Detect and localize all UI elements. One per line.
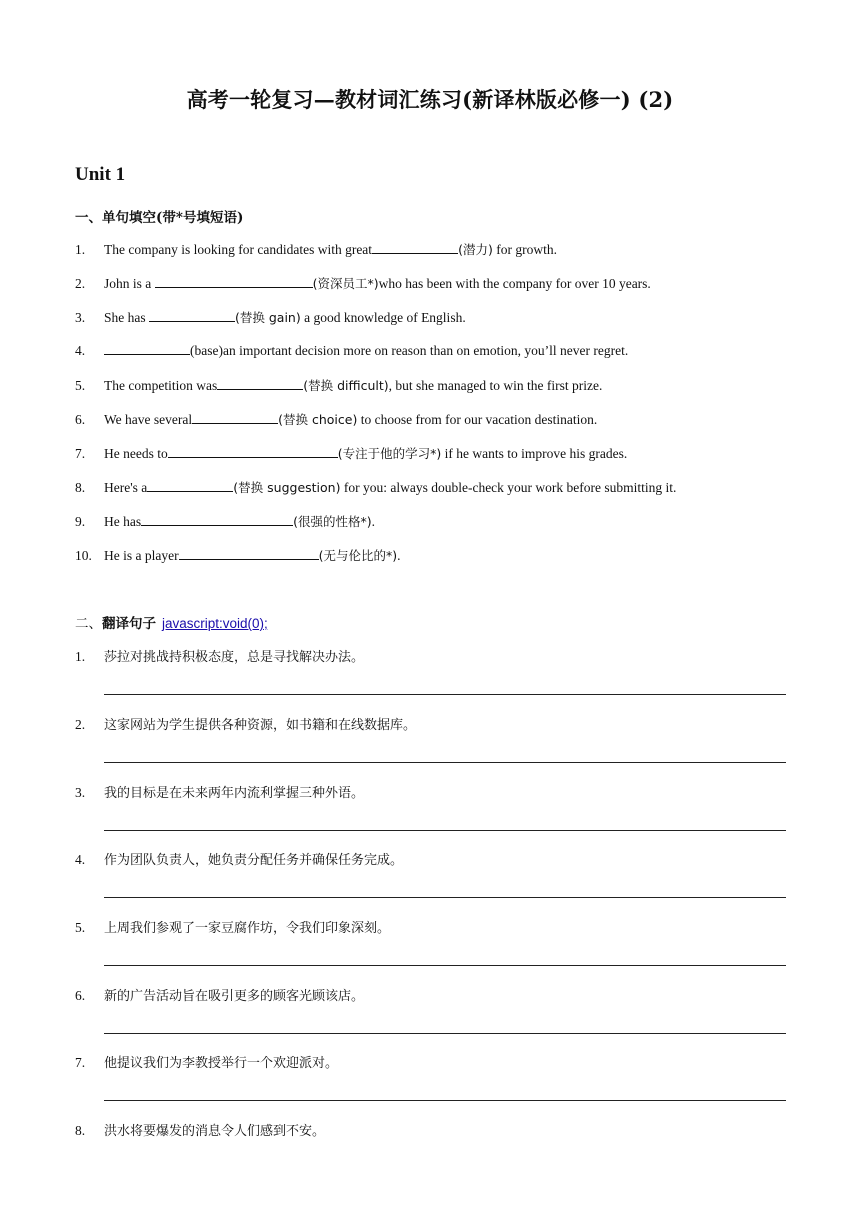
- answer-blank[interactable]: [147, 479, 233, 492]
- answer-blank[interactable]: [149, 309, 235, 322]
- answer-blank[interactable]: [372, 241, 458, 254]
- item-text: .: [397, 548, 401, 563]
- item-number: 6.: [75, 412, 86, 427]
- item-hint: (替换 difficult): [303, 378, 389, 393]
- item-number: 9.: [75, 514, 86, 529]
- item-number: 7.: [75, 446, 86, 461]
- item-number: 3.: [75, 310, 86, 325]
- section-fill-blank-heading: 一、单句填空(带*号填短语): [75, 210, 244, 226]
- answer-line[interactable]: [104, 1100, 786, 1101]
- fill-blank-item: [75, 240, 795, 258]
- item-text: 作为团队负责人，她负责分配任务并确保任务完成。: [104, 853, 404, 868]
- unit-heading: Unit 1: [75, 164, 126, 185]
- item-text: 我的目标是在未来两年内流利掌握三种外语。: [104, 786, 365, 801]
- item-text: an important decision more on reason than on emotion, you’ll never regret.: [222, 343, 629, 358]
- item-text: a good knowledge of English.: [300, 310, 466, 325]
- item-number: 4.: [75, 852, 86, 867]
- answer-line[interactable]: [104, 965, 786, 966]
- item-text: to choose from for our vacation destination.: [357, 412, 598, 427]
- item-number: 8.: [75, 480, 86, 495]
- item-hint: (无与伦比的*): [318, 548, 398, 563]
- item-number: 1.: [75, 242, 86, 257]
- translate-item: [75, 782, 364, 801]
- item-hint: (潜力): [458, 242, 493, 257]
- answer-blank[interactable]: [155, 275, 313, 288]
- item-text: who has been with the company for over 10 years.: [378, 276, 651, 291]
- fill-blank-item: [75, 308, 795, 326]
- page-title: 高考一轮复习—教材词汇练习(新译林版必修一) (2): [186, 87, 674, 112]
- item-hint: (替换 gain): [235, 310, 301, 325]
- item-text: The company is looking for candidates with great: [104, 242, 373, 257]
- item-text: He is a player: [104, 548, 179, 563]
- item-text: The competition was: [104, 378, 218, 393]
- answer-line[interactable]: [104, 897, 786, 898]
- item-text: , but she managed to win the first prize.: [388, 378, 603, 393]
- item-text: He has: [104, 514, 142, 529]
- item-text: Here's a: [104, 480, 148, 495]
- section-number: 二、: [75, 616, 102, 632]
- fill-blank-item: [75, 342, 795, 359]
- fill-blank-item: [75, 478, 795, 496]
- item-hint: (替换 suggestion): [233, 480, 341, 495]
- item-text: John is a: [104, 276, 155, 291]
- fill-blank-item: [75, 376, 795, 394]
- fill-blank-item: [75, 274, 795, 292]
- item-text: 他提议我们为李教授举行一个欢迎派对。: [104, 1056, 339, 1071]
- item-text: She has: [104, 310, 149, 325]
- translate-item: [75, 985, 364, 1004]
- item-text: 新的广告活动旨在吸引更多的顾客光顾该店。: [104, 989, 365, 1004]
- translate-item: [75, 714, 416, 733]
- javascript-link[interactable]: javascript:void(0);: [162, 616, 268, 631]
- item-text: 洪水将要爆发的消息令人们感到不安。: [104, 1124, 326, 1139]
- item-hint: (资深员工*): [312, 276, 379, 291]
- section-title: 翻译句子: [102, 616, 156, 632]
- section-translate-heading: [75, 612, 268, 632]
- item-text: for growth.: [492, 242, 557, 257]
- item-text: for you: always double-check your work before submitting it.: [340, 480, 677, 495]
- item-number: 4.: [75, 343, 86, 358]
- item-number: 3.: [75, 785, 86, 800]
- translate-item: [75, 917, 390, 936]
- item-text: .: [371, 514, 376, 529]
- translate-item: [75, 1052, 338, 1071]
- item-number: 1.: [75, 649, 86, 664]
- fill-blank-item: [75, 444, 795, 462]
- fill-blank-item: [75, 512, 795, 530]
- answer-blank[interactable]: [168, 445, 338, 458]
- item-number: 5.: [75, 920, 86, 935]
- item-hint: (替换 choice): [278, 412, 358, 427]
- item-hint: (很强的性格*): [293, 514, 372, 529]
- translate-item: [75, 849, 403, 868]
- answer-blank[interactable]: [217, 377, 303, 390]
- item-number: 8.: [75, 1123, 86, 1138]
- answer-line[interactable]: [104, 830, 786, 831]
- fill-blank-item: [75, 410, 795, 428]
- item-text: 这家网站为学生提供各种资源，如书籍和在线数据库。: [104, 718, 417, 733]
- answer-blank[interactable]: [104, 342, 190, 355]
- answer-blank[interactable]: [179, 547, 319, 560]
- item-hint: (专注于他的学习*): [337, 446, 442, 461]
- item-text: We have several: [104, 412, 193, 427]
- answer-blank[interactable]: [192, 411, 278, 424]
- item-number: 7.: [75, 1055, 86, 1070]
- answer-blank[interactable]: [141, 513, 293, 526]
- answer-line[interactable]: [104, 1033, 786, 1034]
- item-text: 上周我们参观了一家豆腐作坊，令我们印象深刻。: [104, 921, 391, 936]
- item-number: 10.: [75, 548, 92, 563]
- answer-line[interactable]: [104, 762, 786, 763]
- item-number: 2.: [75, 276, 86, 291]
- translate-item: [75, 1120, 325, 1139]
- answer-line[interactable]: [104, 694, 786, 695]
- fill-blank-item: [75, 546, 795, 564]
- item-text: 莎拉对挑战持积极态度，总是寻找解决办法。: [104, 650, 365, 665]
- item-number: 2.: [75, 717, 86, 732]
- item-text: if he wants to improve his grades.: [441, 446, 628, 461]
- translate-item: [75, 646, 364, 665]
- item-number: 6.: [75, 988, 86, 1003]
- item-number: 5.: [75, 378, 86, 393]
- item-text: He needs to: [104, 446, 168, 461]
- item-hint: (base): [190, 343, 223, 358]
